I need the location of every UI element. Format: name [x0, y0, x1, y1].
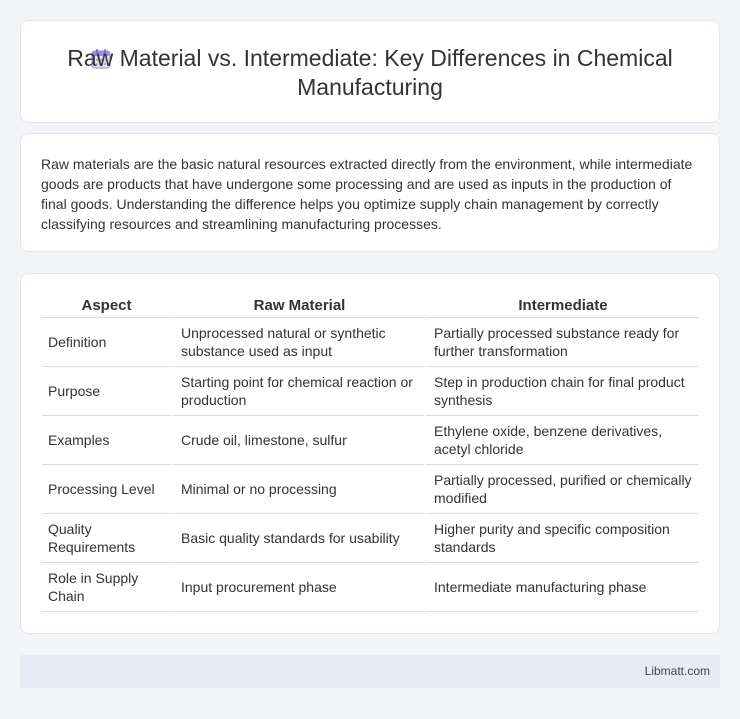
footer-bar: [20, 655, 720, 688]
cell-aspect: Processing Level: [42, 465, 171, 514]
cell-raw-material: Minimal or no processing: [171, 465, 424, 514]
cell-aspect: Examples: [42, 416, 171, 465]
cell-intermediate: Intermediate manufacturing phase: [424, 563, 698, 612]
cell-intermediate: Ethylene oxide, benzene derivatives, acetyl chloride: [424, 416, 698, 465]
table-row: [42, 318, 698, 367]
cell-raw-material: Unprocessed natural or synthetic substance used as input: [171, 318, 424, 367]
footer-site-link[interactable]: Libmatt.com: [644, 664, 710, 678]
cell-aspect: Purpose: [42, 367, 171, 416]
header-raw-material: Raw Material: [171, 296, 424, 318]
cell-intermediate: Partially processed substance ready for further transformation: [424, 318, 698, 367]
table-row: [42, 514, 698, 563]
comparison-card: [20, 273, 720, 634]
header-intermediate: Intermediate: [424, 296, 698, 318]
table-row: [42, 465, 698, 514]
cell-aspect: Quality Requirements: [42, 514, 171, 563]
comparison-table: [42, 296, 698, 612]
table-row: [42, 416, 698, 465]
title-card: [20, 20, 720, 123]
cell-raw-material: Basic quality standards for usability: [171, 514, 424, 563]
table-row: [42, 367, 698, 416]
page-title: Raw Material vs. Intermediate: Key Differences in Chemical Manufacturing: [67, 45, 673, 100]
table-header-row: [42, 296, 698, 318]
cell-raw-material: Starting point for chemical reaction or production: [171, 367, 424, 416]
cell-raw-material: Crude oil, limestone, sulfur: [171, 416, 424, 465]
cell-intermediate: Step in production chain for final product synthesis: [424, 367, 698, 416]
cell-aspect: Role in Supply Chain: [42, 563, 171, 612]
header-aspect: Aspect: [42, 296, 171, 318]
cell-intermediate: Higher purity and specific composition standards: [424, 514, 698, 563]
intro-paragraph: Raw materials are the basic natural resources extracted directly from the environment, while intermediate goods are products that have undergone some processing and are used as inputs in the production of final goods. Understanding the difference helps you optimize supply chain management by correctly classifying resources and streamlining manufacturing processes.: [41, 156, 693, 232]
cell-intermediate: Partially processed, purified or chemically modified: [424, 465, 698, 514]
cell-raw-material: Input procurement phase: [171, 563, 424, 612]
intro-card: [20, 133, 720, 252]
cell-aspect: Definition: [42, 318, 171, 367]
table-row: [42, 563, 698, 612]
